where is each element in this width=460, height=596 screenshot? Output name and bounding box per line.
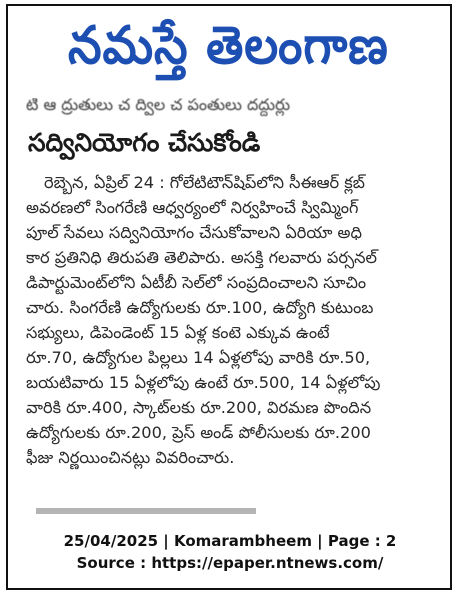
cut-off-text-fragment	[36, 504, 256, 514]
source-line: Source : https://epaper.ntnews.com/	[76, 554, 384, 572]
article-line: చారు. సింగరేణి ఉద్యోగులకు రూ.100, ఉద్యోగి కుటుంబ	[26, 298, 374, 317]
article-line: డిపార్టుమెంట్‌లోని ఏటీబీ సెల్‌లో సంప్రదించాలని సూచిం	[26, 273, 367, 292]
cut-off-text-line: టి ఆ ద్రుతులు చ ద్విల చ పంతులు దద్దుర్లు	[26, 98, 291, 114]
article-line: రూ.70, ఉద్యోగుల పిల్లలు 14 ఏళ్లలోపు వారికి రూ.50,	[26, 348, 371, 367]
newspaper-clipping	[6, 4, 452, 590]
article-clip	[26, 98, 438, 514]
masthead	[28, 16, 428, 88]
article-line: రెబ్బెన, ఏప్రిల్ 24 : గోలేటిటౌన్‌షిప్‌లోని సీఈఆర్ క్లబ్	[44, 173, 365, 192]
article-line: అవరణలో సింగరేణి ఆధ్వర్యంలో నిర్వహించే స్విమ్మింగ్	[26, 198, 359, 217]
date-edition-line: 25/04/2025 | Komarambheem | Page : 2	[63, 532, 397, 550]
article-line: ఉద్యోగులకు రూ.200, ప్రెస్ అండ్ పోలీసులకు రూ.200	[26, 423, 371, 442]
article-line: వారికి రూ.400, స్కాట్‌లకు రూ.200, విరమణ పొందిన	[26, 398, 372, 417]
article-line: కార ప్రతినిధి తిరుపతి తెలిపారు. అసక్తి గలవారు పర్సనల్	[26, 248, 378, 267]
masthead-title: నమస్తే తెలంగాణ	[67, 15, 389, 76]
article-line: బయటివారు 15 ఏళ్లలోపు ఉంటే రూ.500, 14 ఏళ్లలోపు	[26, 373, 381, 392]
article-line: ఫీజు నిర్ణయించినట్లు వివరించారు.	[26, 448, 235, 467]
article-line: సభ్యులు, డిపెండెంట్ 15 ఏళ్ల కంటె ఎక్కువ ఉంటే	[26, 323, 330, 342]
article-headline: సద్వినియోగం చేసుకోండి	[28, 128, 261, 157]
clipping-footer	[0, 530, 460, 574]
article-body	[26, 170, 438, 470]
article-line: పూల్ సేవలు సద్వినియోగం చేసుకోవాలని ఏరియా అధి	[26, 223, 362, 242]
